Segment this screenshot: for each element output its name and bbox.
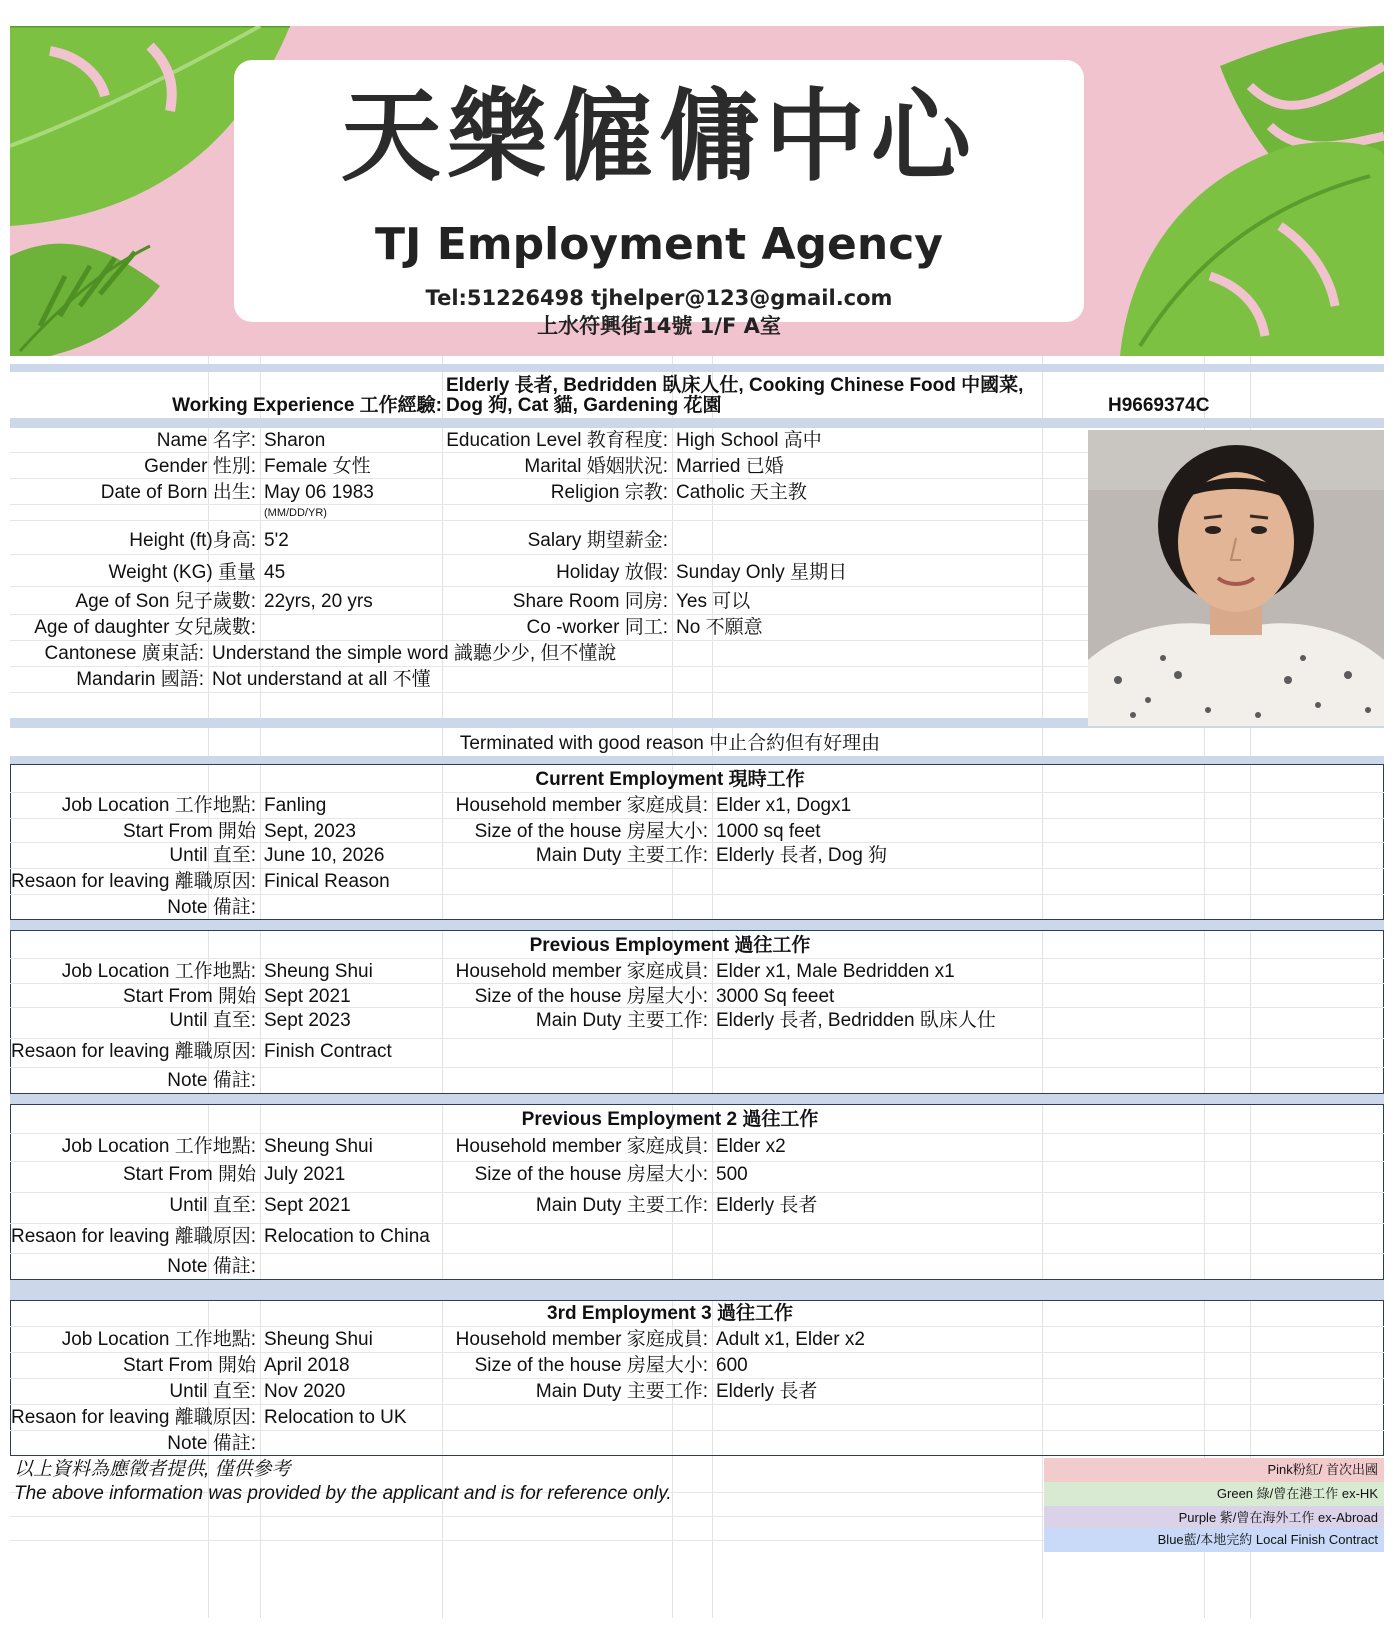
job-location-value: Fanling: [264, 795, 327, 816]
leaving-reason-label: Resaon for leaving 離職原因:: [11, 871, 256, 892]
house-size-value: 500: [716, 1164, 748, 1185]
row-divider: [10, 1378, 1384, 1379]
job-location-label: Job Location 工作地點:: [61, 795, 256, 816]
end-date-value: Sept 2021: [264, 1195, 351, 1216]
name-label: Name 名字:: [156, 430, 256, 451]
legend-item: Purple 紫/曾在海外工作 ex-Abroad: [1044, 1506, 1384, 1530]
mandarin-value: Not understand at all 不懂: [212, 669, 431, 690]
house-size-value: 1000 sq feet: [716, 821, 821, 842]
house-size-value: 3000 Sq feeet: [716, 986, 835, 1007]
note-label: Note 備註:: [167, 1433, 256, 1454]
house-size-label: Size of the house 房屋大小:: [474, 1355, 708, 1376]
household-members-label: Household member 家庭成員:: [455, 795, 708, 816]
coworker-value: No 不願意: [676, 617, 763, 638]
job-location-label: Job Location 工作地點:: [61, 961, 256, 982]
leaving-reason-value: Relocation to UK: [264, 1407, 407, 1428]
reference-number: H9669374C: [1108, 395, 1210, 416]
education-label: Education Level 教育程度:: [446, 430, 668, 451]
main-duty-label: Main Duty 主要工作:: [535, 1381, 708, 1402]
job-location-label: Job Location 工作地點:: [61, 1136, 256, 1157]
experience-line-1: Elderly 長者, Bedridden 臥床人仕, Cooking Chinese Food 中國菜,: [446, 375, 1024, 396]
termination-note: Terminated with good reason 中止合約但有好理由: [459, 733, 881, 754]
main-duty-label: Main Duty 主要工作:: [535, 1010, 708, 1031]
disclaimer-english: The above information was provided by the applicant and is for reference only.: [14, 1483, 672, 1504]
main-duty-label: Main Duty 主要工作:: [535, 845, 708, 866]
note-label: Note 備註:: [167, 1070, 256, 1091]
start-date-label: Start From 開始: [122, 1355, 256, 1376]
note-label: Note 備註:: [167, 1256, 256, 1277]
section-divider: [10, 958, 1384, 959]
salary-label: Salary 期望薪金:: [527, 530, 668, 551]
end-date-value: Nov 2020: [264, 1381, 346, 1402]
end-date-label: Until 直至:: [169, 1195, 256, 1216]
row-divider: [10, 1430, 1384, 1431]
job-location-label: Job Location 工作地點:: [61, 1329, 256, 1350]
share-room-label: Share Room 同房:: [512, 591, 668, 612]
household-members-value: Adult x1, Elder x2: [716, 1329, 865, 1350]
row-divider: [10, 818, 1384, 819]
agency-title-english: TJ Employment Agency: [375, 219, 943, 270]
agency-address: 上水符興街14號 1/F A室: [537, 314, 781, 338]
dob-value: May 06 1983: [264, 482, 374, 503]
house-size-label: Size of the house 房屋大小:: [474, 986, 708, 1007]
row-divider: [10, 1223, 1384, 1224]
leaving-reason-label: Resaon for leaving 離職原因:: [11, 1041, 256, 1062]
gender-value: Female 女性: [264, 456, 371, 477]
start-date-value: July 2021: [264, 1164, 346, 1185]
holiday-label: Holiday 放假:: [556, 562, 668, 583]
employment-title: Previous Employment 過往工作: [529, 935, 811, 956]
row-divider: [10, 1253, 1384, 1254]
marital-label: Marital 婚姻狀況:: [524, 456, 668, 477]
household-members-label: Household member 家庭成員:: [455, 1329, 708, 1350]
legend-item: Green 綠/曾在港工作 ex-HK: [1044, 1482, 1384, 1506]
mandarin-label: Mandarin 國語:: [76, 669, 204, 690]
start-date-value: April 2018: [264, 1355, 350, 1376]
weight-label: Weight (KG) 重量: [108, 562, 256, 583]
experience-label: Working Experience 工作經驗:: [172, 395, 442, 416]
religion-label: Religion 宗教:: [550, 482, 668, 503]
education-value: High School 高中: [676, 430, 822, 451]
note-label: Note 備註:: [167, 897, 256, 918]
end-date-label: Until 直至:: [169, 845, 256, 866]
son-age-value: 22yrs, 20 yrs: [264, 591, 373, 612]
employment-title: Current Employment 現時工作: [535, 769, 805, 790]
job-location-value: Sheung Shui: [264, 961, 373, 982]
end-date-value: Sept 2023: [264, 1010, 351, 1031]
share-room-value: Yes 可以: [676, 591, 751, 612]
leaving-reason-value: Finical Reason: [264, 871, 390, 892]
row-divider: [10, 894, 1384, 895]
weight-value: 45: [264, 562, 286, 583]
experience-line-2: Dog 狗, Cat 貓, Gardening 花園: [446, 395, 722, 416]
main-duty-label: Main Duty 主要工作:: [535, 1195, 708, 1216]
start-date-value: Sept 2021: [264, 986, 351, 1007]
row-divider: [10, 1038, 1384, 1039]
applicant-photo: [1088, 430, 1384, 726]
row-divider: [10, 868, 1384, 869]
section-divider: [10, 1133, 1384, 1134]
section-divider: [10, 1326, 1384, 1327]
household-members-value: Elder x1, Dogx1: [716, 795, 852, 816]
house-size-label: Size of the house 房屋大小:: [474, 1164, 708, 1185]
row-divider: [10, 1192, 1384, 1193]
house-size-label: Size of the house 房屋大小:: [474, 821, 708, 842]
gender-label: Gender 性別:: [144, 456, 256, 477]
main-duty-value: Elderly 長者: [716, 1381, 818, 1402]
employment-title: Previous Employment 2 過往工作: [521, 1109, 819, 1130]
end-date-label: Until 直至:: [169, 1381, 256, 1402]
end-date-label: Until 直至:: [169, 1010, 256, 1031]
job-location-value: Sheung Shui: [264, 1329, 373, 1350]
household-members-label: Household member 家庭成員:: [455, 1136, 708, 1157]
main-duty-value: Elderly 長者: [716, 1195, 818, 1216]
cantonese-value: Understand the simple word 識聽少少, 但不懂說: [212, 643, 617, 664]
row-divider: [10, 1067, 1384, 1068]
name-value: Sharon: [264, 430, 326, 451]
dob-format-hint: (MM/DD/YR): [264, 507, 327, 519]
household-members-value: Elder x1, Male Bedridden x1: [716, 961, 955, 982]
leaving-reason-label: Resaon for leaving 離職原因:: [11, 1407, 256, 1428]
son-age-label: Age of Son 兒子歲數:: [75, 591, 256, 612]
household-members-label: Household member 家庭成員:: [455, 961, 708, 982]
leaving-reason-value: Relocation to China: [264, 1226, 430, 1247]
main-duty-value: Elderly 長者, Bedridden 臥床人仕: [716, 1010, 996, 1031]
height-label: Height (ft)身高:: [129, 530, 256, 551]
height-value: 5'2: [264, 530, 289, 551]
leaving-reason-label: Resaon for leaving 離職原因:: [11, 1226, 256, 1247]
agency-banner: [10, 26, 1384, 356]
agency-title-chinese: 天樂僱傭中心: [341, 78, 977, 195]
row-divider: [10, 1352, 1384, 1353]
religion-value: Catholic 天主教: [676, 482, 807, 503]
agency-contact: Tel:51226498 tjhelper@123@gmail.com: [425, 286, 893, 310]
section-divider: [10, 792, 1384, 793]
start-date-label: Start From 開始: [122, 986, 256, 1007]
marital-value: Married 已婚: [676, 456, 784, 477]
household-members-value: Elder x2: [716, 1136, 786, 1157]
start-date-label: Start From 開始: [122, 821, 256, 842]
legend-item: Blue藍/本地完約 Local Finish Contract: [1044, 1528, 1384, 1552]
resume-sheet: [10, 10, 1384, 1620]
row-divider: [10, 1161, 1384, 1162]
daughter-age-label: Age of daughter 女兒歲數:: [34, 617, 256, 638]
dob-label: Date of Born 出生:: [100, 482, 256, 503]
holiday-value: Sunday Only 星期日: [676, 562, 848, 583]
start-date-label: Start From 開始: [122, 1164, 256, 1185]
legend-item: Pink粉紅/ 首次出國: [1044, 1458, 1384, 1482]
employment-title: 3rd Employment 3 過往工作: [547, 1303, 793, 1324]
end-date-value: June 10, 2026: [264, 845, 385, 866]
leaving-reason-value: Finish Contract: [264, 1041, 392, 1062]
start-date-value: Sept, 2023: [264, 821, 356, 842]
row-divider: [10, 1404, 1384, 1405]
coworker-label: Co -worker 同工:: [526, 617, 668, 638]
cantonese-label: Cantonese 廣東話:: [44, 643, 204, 664]
main-duty-value: Elderly 長者, Dog 狗: [716, 845, 888, 866]
title-card: [234, 60, 1084, 338]
job-location-value: Sheung Shui: [264, 1136, 373, 1157]
disclaimer-chinese: 以上資料為應徵者提供, 僅供參考: [14, 1459, 291, 1480]
house-size-value: 600: [716, 1355, 748, 1376]
